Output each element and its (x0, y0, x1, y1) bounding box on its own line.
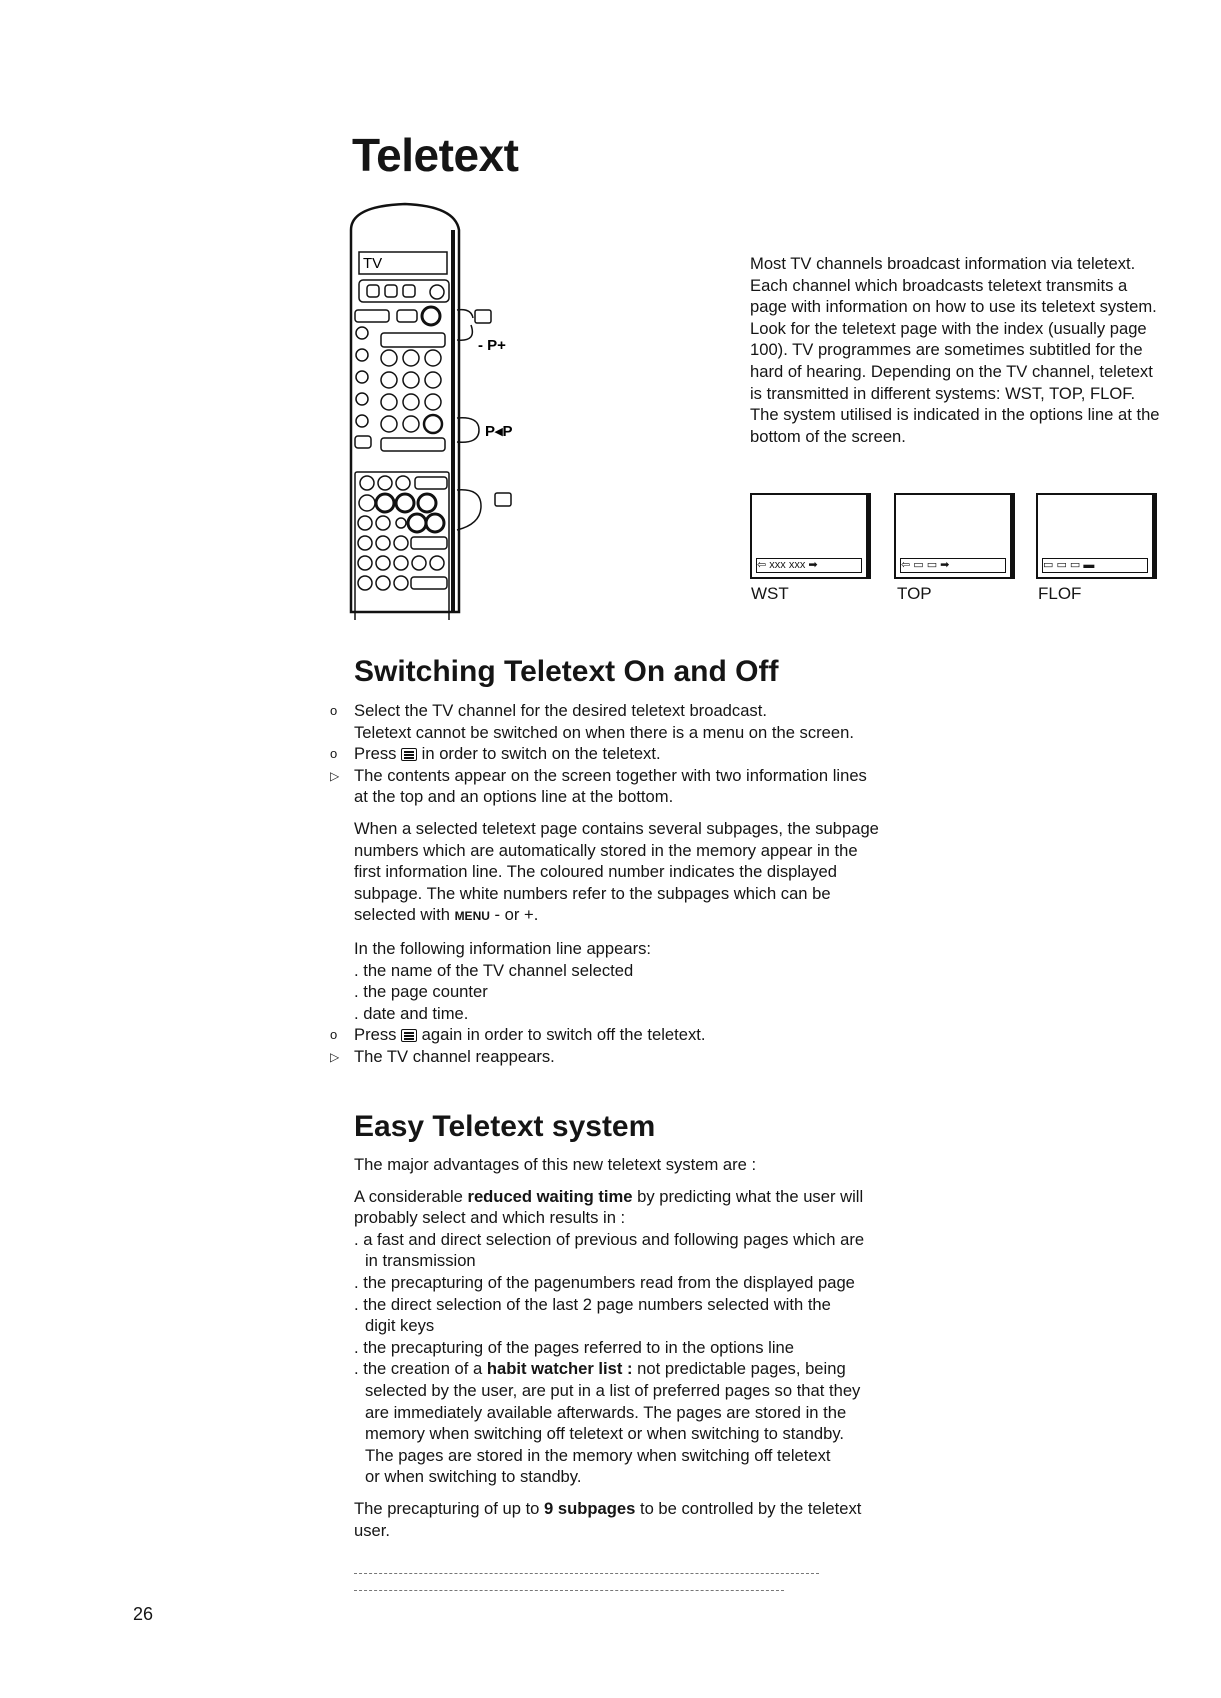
advantage-item: . a fast and direct selection of previous and following pages which are (354, 1229, 865, 1249)
advantage-item-cont: or when switching to standby. (365, 1467, 582, 1487)
easy-para-c: by predicting what the user will (637, 1186, 864, 1206)
top-options-bar: ⇦ ▭ ▭ ➡ (900, 558, 1006, 573)
divider (354, 1573, 819, 1574)
easy-intro: The major advantages of this new teletext system are : (354, 1155, 757, 1174)
subpage-text-4: subpage. The white numbers refer to the subpages which can be (354, 883, 831, 903)
bullet-icon: o (330, 1027, 338, 1043)
page-number: 26 (133, 1604, 154, 1624)
advantage-item-cont: selected by the user, are put in a list of preferred pages so that they (365, 1380, 861, 1400)
nine-subpages: 9 subpages (544, 1498, 636, 1518)
menu-key-label: MENU (454, 909, 490, 924)
teletext-button-icon (401, 1029, 417, 1042)
advantage-item: . the precapturing of the pages referred to in the options line (354, 1337, 795, 1357)
flof-options-bar: ▭ ▭ ▭ ▬ (1042, 558, 1148, 573)
switching-result-2: The TV channel reappears. (354, 1046, 555, 1066)
subpage-text-5-end: - or +. (494, 905, 539, 925)
divider (354, 1590, 784, 1591)
easy-para-2: probably select and which results in : (354, 1208, 626, 1228)
info-line-item: . the page counter (354, 982, 488, 1002)
remote-p-plus-label: - P+ (478, 337, 506, 354)
switching-result-1-cont: at the top and an options line at the bottom. (354, 787, 674, 807)
subpages-para-c: to be controlled by the teletext (639, 1498, 862, 1518)
teletext-button-icon (401, 748, 417, 761)
switching-result-1: The contents appear on the screen together with two information lines (354, 765, 867, 785)
switching-section (330, 700, 974, 1068)
info-line-intro: In the following information line appears: (354, 938, 652, 958)
wst-screen-diagram (750, 493, 871, 579)
remote-display-label: TV (363, 255, 383, 272)
subpages-para-2: user. (354, 1520, 390, 1540)
page-title: Teletext (352, 129, 519, 181)
easy-teletext-heading: Easy Teletext system (354, 1110, 656, 1143)
top-label: TOP (897, 584, 932, 603)
switching-step-3-a: Press (354, 1025, 397, 1045)
advantage-item-cont: The pages are stored in the memory when switching off teletext (365, 1445, 831, 1465)
easy-teletext-section (354, 1154, 974, 1541)
bullet-icon: o (330, 703, 338, 718)
subpage-text-1: When a selected teletext page contains several subpages, the subpage (354, 818, 879, 838)
advantage-item: . the creation of a (354, 1359, 483, 1379)
subpage-text-3: first information line. The coloured number indicates the displayed (354, 862, 838, 882)
advantage-item-cont: are immediately available afterwards. The pages are stored in the (365, 1402, 847, 1422)
flof-screen-diagram (1036, 493, 1157, 579)
advantage-item: . the precapturing of the pagenumbers read from the displayed page (354, 1272, 855, 1292)
remote-control-illustration (345, 200, 545, 620)
bullet-icon: o (330, 746, 338, 762)
easy-para-a: A considerable (354, 1186, 463, 1206)
reduced-waiting-time: reduced waiting time (467, 1186, 633, 1206)
advantage-item: . the direct selection of the last 2 page numbers selected with the (354, 1294, 831, 1314)
info-line-item: . date and time. (354, 1003, 469, 1023)
result-arrow-icon: ▷ (330, 768, 340, 783)
switching-step-2-b: in order to switch on the teletext. (421, 744, 661, 764)
switching-step-3-b: again in order to switch off the teletext. (421, 1025, 706, 1045)
switching-step-2-a: Press (354, 744, 397, 764)
subpage-text-5: selected with (354, 905, 450, 925)
intro-paragraph: Most TV channels broadcast information via teletext. Each channel which broadcasts teletext transmits a page with information on how to use its teletext system. Look for the teletext page with the index (usually page 100). TV programmes are sometimes subtitled for the hard of hearing. Depending on the TV channel, teletext is transmitted in different systems: WST, TOP, FLOF. The system utilised is indicated in the options line at the bottom of the screen. (750, 254, 1160, 446)
wst-options-bar: ⇦ xxx xxx ➡ (756, 558, 862, 573)
top-screen-diagram (894, 493, 1015, 579)
habit-watcher-list: habit watcher list : (486, 1359, 633, 1379)
subpages-para-a: The precapturing of up to (354, 1498, 540, 1518)
switching-step-1: Select the TV channel for the desired teletext broadcast. (354, 701, 767, 720)
info-line-item: . the name of the TV channel selected (354, 960, 634, 980)
advantage-item-cont: in transmission (365, 1251, 476, 1271)
remote-p-swap-label: P◂P (485, 423, 513, 440)
switching-note: Teletext cannot be switched on when there is a menu on the screen. (354, 722, 854, 742)
result-arrow-icon: ▷ (330, 1049, 340, 1064)
subpage-text-2: numbers which are automatically stored in the memory appear in the (354, 840, 858, 860)
switching-heading: Switching Teletext On and Off (354, 655, 779, 688)
advantage-item-cont: memory when switching off teletext or when switching to standby. (365, 1424, 844, 1444)
wst-label: WST (751, 584, 789, 603)
advantage-item-cont: digit keys (365, 1316, 435, 1336)
flof-label: FLOF (1038, 584, 1082, 603)
advantage-item-end: not predictable pages, being (637, 1359, 846, 1379)
